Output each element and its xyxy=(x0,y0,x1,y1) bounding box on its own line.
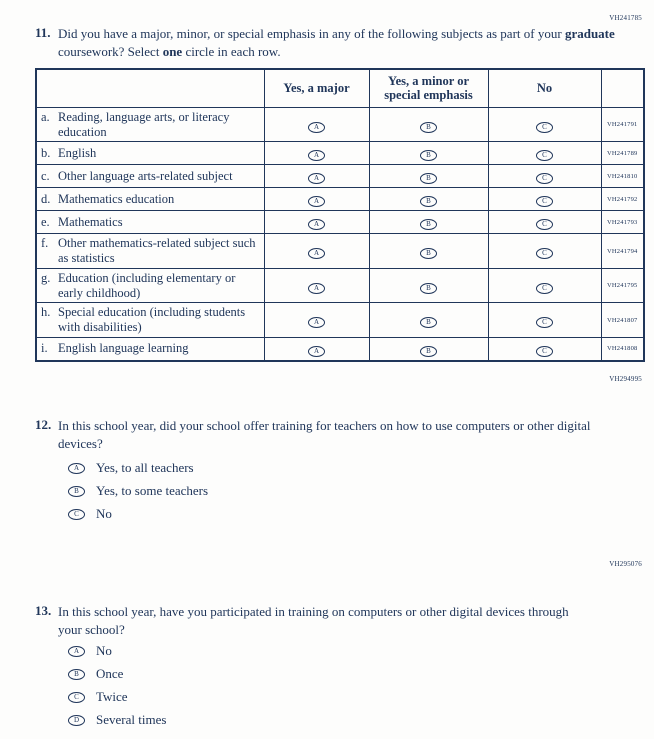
answer-cell-major xyxy=(264,142,369,165)
minor-answer-bubble[interactable] xyxy=(420,219,437,230)
table-row xyxy=(36,165,644,188)
answer-cell-minor xyxy=(369,234,488,269)
row-letter: d. xyxy=(41,191,51,206)
answer-cell-major xyxy=(264,188,369,211)
answer-option xyxy=(68,713,166,727)
no-bubble-letter: C xyxy=(542,249,547,257)
no-answer-bubble[interactable] xyxy=(536,196,553,207)
q11-text-part1: Did you have a major, minor, or special emphasis in any of the following subjects as part of your xyxy=(58,26,565,41)
question-11 xyxy=(35,25,627,60)
row-label: Mathematics xyxy=(58,214,123,229)
answer-cell-no xyxy=(488,165,601,188)
answer-cell-major xyxy=(264,211,369,234)
answer-cell-no xyxy=(488,337,601,361)
minor-bubble-letter: B xyxy=(426,346,431,355)
row-letter: i. xyxy=(41,341,48,356)
answer-cell-minor xyxy=(369,188,488,211)
row-letter: g. xyxy=(41,270,51,285)
question-12-options xyxy=(68,461,208,530)
answer-option xyxy=(68,690,166,704)
no-bubble-letter: C xyxy=(542,220,547,229)
row-label: Other mathematics-related subject such as statistics xyxy=(58,236,256,265)
no-answer-bubble[interactable] xyxy=(536,219,553,230)
minor-bubble-letter: B xyxy=(426,220,431,229)
no-bubble-letter: C xyxy=(542,197,547,206)
table-row xyxy=(36,107,644,142)
answer-cell-no xyxy=(488,234,601,269)
major-bubble-letter: A xyxy=(313,346,320,355)
option-answer-bubble[interactable] xyxy=(68,486,85,497)
header-yes-major: Yes, a major xyxy=(264,69,369,107)
subject-cell xyxy=(36,142,264,165)
minor-answer-bubble[interactable] xyxy=(420,196,437,207)
answer-cell-major xyxy=(264,303,369,338)
row-code: VH241794 xyxy=(601,234,644,269)
minor-bubble-letter: B xyxy=(426,283,431,292)
answer-cell-minor xyxy=(369,165,488,188)
major-bubble-letter: A xyxy=(313,249,320,257)
no-answer-bubble[interactable] xyxy=(536,173,553,184)
row-code: VH241795 xyxy=(601,268,644,303)
answer-cell-no xyxy=(488,107,601,142)
answer-cell-no xyxy=(488,188,601,211)
subject-cell xyxy=(36,165,264,188)
row-label: English xyxy=(58,145,97,160)
option-answer-bubble[interactable] xyxy=(68,692,85,703)
row-label: Other language arts-related subject xyxy=(58,168,233,183)
answer-cell-minor xyxy=(369,337,488,361)
answer-cell-no xyxy=(488,211,601,234)
subject-cell xyxy=(36,303,264,338)
answer-cell-major xyxy=(264,234,369,269)
q11-text-bold-one: one xyxy=(162,43,183,59)
answer-cell-no xyxy=(488,303,601,338)
option-label: Once xyxy=(96,666,124,681)
row-code: VH241793 xyxy=(601,211,644,234)
question-12-number: 12. xyxy=(35,417,52,432)
option-label: No xyxy=(96,643,112,658)
option-answer-bubble[interactable] xyxy=(68,509,85,520)
row-label: Education (including elementary or early childhood) xyxy=(58,270,236,300)
row-code: VH241807 xyxy=(601,303,644,338)
minor-bubble-letter: B xyxy=(426,174,431,183)
q11-table-body xyxy=(36,107,644,361)
question-13 xyxy=(35,603,595,638)
q11-text-part3: circle in each row. xyxy=(182,43,281,59)
table-row xyxy=(36,234,644,269)
q11-text-part2: coursework? Select xyxy=(58,43,163,59)
answer-cell-major xyxy=(264,107,369,142)
minor-bubble-letter: B xyxy=(426,318,431,326)
table-row xyxy=(36,142,644,165)
answer-cell-minor xyxy=(369,142,488,165)
table-header-row xyxy=(36,69,644,107)
margin-code-q13: VH295076 xyxy=(609,560,642,568)
option-bubble-letter: B xyxy=(74,486,79,495)
major-answer-bubble[interactable] xyxy=(308,346,325,357)
option-label: Yes, to all teachers xyxy=(96,460,194,475)
answer-option xyxy=(68,507,208,521)
major-answer-bubble[interactable] xyxy=(308,283,325,294)
question-12 xyxy=(35,417,595,452)
answer-cell-minor xyxy=(369,107,488,142)
option-answer-bubble[interactable] xyxy=(68,646,85,657)
answer-cell-no xyxy=(488,268,601,303)
no-answer-bubble[interactable] xyxy=(536,150,553,161)
question-11-number: 11. xyxy=(35,25,51,40)
q11-text-bold-graduate: graduate xyxy=(564,26,615,41)
major-answer-bubble[interactable] xyxy=(308,317,325,328)
answer-option xyxy=(68,644,166,658)
table-row xyxy=(36,188,644,211)
no-answer-bubble[interactable] xyxy=(536,248,553,259)
major-answer-bubble[interactable] xyxy=(308,248,325,259)
option-bubble-letter: C xyxy=(74,692,79,701)
no-answer-bubble[interactable] xyxy=(536,122,553,133)
header-code-blank xyxy=(601,69,644,107)
minor-bubble-letter: B xyxy=(426,151,431,160)
major-bubble-letter: A xyxy=(313,318,320,326)
option-bubble-letter: C xyxy=(74,509,79,518)
minor-answer-bubble[interactable] xyxy=(420,283,437,294)
row-code: VH241810 xyxy=(601,165,644,188)
option-label: Yes, to some teachers xyxy=(96,483,209,498)
answer-cell-no xyxy=(488,142,601,165)
no-bubble-letter: C xyxy=(542,151,547,160)
option-bubble-letter: B xyxy=(74,669,79,678)
major-answer-bubble[interactable] xyxy=(308,196,325,207)
row-label: Reading, language arts, or literacy education xyxy=(58,109,230,139)
major-bubble-letter: A xyxy=(313,220,320,229)
option-answer-bubble[interactable] xyxy=(68,669,85,680)
row-code: VH241789 xyxy=(601,142,644,165)
answer-option xyxy=(68,461,208,475)
major-bubble-letter: A xyxy=(313,174,320,183)
option-bubble-letter: A xyxy=(73,463,80,472)
question-13-number: 13. xyxy=(35,603,52,618)
major-bubble-letter: A xyxy=(313,197,320,206)
option-label: Several times xyxy=(96,712,167,727)
row-letter: h. xyxy=(41,305,51,320)
subject-cell xyxy=(36,337,264,361)
minor-bubble-letter: B xyxy=(426,197,431,206)
answer-cell-minor xyxy=(369,211,488,234)
subject-cell xyxy=(36,107,264,142)
option-answer-bubble[interactable] xyxy=(68,463,85,474)
answer-option xyxy=(68,667,166,681)
answer-cell-major xyxy=(264,337,369,361)
answer-cell-minor xyxy=(369,268,488,303)
question-13-text: In this school year, have you participated in training on computers or other digital devices through your school? xyxy=(58,604,569,637)
subject-cell xyxy=(36,188,264,211)
major-bubble-letter: A xyxy=(313,283,320,292)
subject-cell xyxy=(36,268,264,303)
minor-answer-bubble[interactable] xyxy=(420,346,437,357)
row-letter: c. xyxy=(41,168,50,183)
row-letter: b. xyxy=(41,145,51,160)
option-label: No xyxy=(96,506,112,521)
no-answer-bubble[interactable] xyxy=(536,346,553,357)
minor-bubble-letter: B xyxy=(426,249,431,257)
major-answer-bubble[interactable] xyxy=(308,219,325,230)
table-row xyxy=(36,211,644,234)
major-bubble-letter: A xyxy=(313,151,320,160)
row-label: English language learning xyxy=(58,341,189,356)
major-answer-bubble[interactable] xyxy=(308,122,325,133)
row-code: VH241792 xyxy=(601,188,644,211)
major-bubble-letter: A xyxy=(313,122,320,131)
no-bubble-letter: C xyxy=(542,346,547,355)
question-13-options xyxy=(68,644,166,736)
minor-answer-bubble[interactable] xyxy=(420,317,437,328)
row-label: Special education (including students with disabilities) xyxy=(58,305,246,334)
row-label: Mathematics education xyxy=(58,191,175,206)
no-bubble-letter: C xyxy=(542,318,547,326)
minor-answer-bubble[interactable] xyxy=(420,248,437,259)
row-letter: a. xyxy=(41,109,50,124)
major-answer-bubble[interactable] xyxy=(308,173,325,184)
margin-code-q12: VH294995 xyxy=(609,375,642,383)
table-row xyxy=(36,337,644,361)
minor-answer-bubble[interactable] xyxy=(420,122,437,133)
minor-answer-bubble[interactable] xyxy=(420,173,437,184)
answer-option xyxy=(68,484,208,498)
subject-cell xyxy=(36,234,264,269)
no-answer-bubble[interactable] xyxy=(536,283,553,294)
margin-code-top: VH241785 xyxy=(609,14,642,22)
table-row xyxy=(36,268,644,303)
minor-answer-bubble[interactable] xyxy=(420,150,437,161)
row-code: VH241808 xyxy=(601,337,644,361)
header-subject-blank xyxy=(36,69,264,107)
option-bubble-letter: D xyxy=(73,715,80,724)
major-answer-bubble[interactable] xyxy=(308,150,325,161)
table-row xyxy=(36,303,644,338)
no-bubble-letter: C xyxy=(542,174,547,183)
question-11-text xyxy=(58,25,627,60)
answer-cell-minor xyxy=(369,303,488,338)
header-no: No xyxy=(488,69,601,107)
no-bubble-letter: C xyxy=(542,122,547,131)
option-bubble-letter: A xyxy=(73,646,80,655)
row-letter: e. xyxy=(41,214,50,229)
question-11-table xyxy=(35,68,645,362)
option-answer-bubble[interactable] xyxy=(68,715,85,726)
subject-cell xyxy=(36,211,264,234)
header-yes-minor: Yes, a minor or special emphasis xyxy=(369,69,488,107)
no-answer-bubble[interactable] xyxy=(536,317,553,328)
row-code: VH241791 xyxy=(601,107,644,142)
answer-cell-major xyxy=(264,165,369,188)
answer-cell-major xyxy=(264,268,369,303)
row-letter: f. xyxy=(41,236,49,251)
option-label: Twice xyxy=(96,689,128,704)
question-12-text: In this school year, did your school offer training for teachers on how to use computers or other digital devices? xyxy=(58,418,591,451)
minor-bubble-letter: B xyxy=(426,122,431,131)
no-bubble-letter: C xyxy=(542,283,547,292)
